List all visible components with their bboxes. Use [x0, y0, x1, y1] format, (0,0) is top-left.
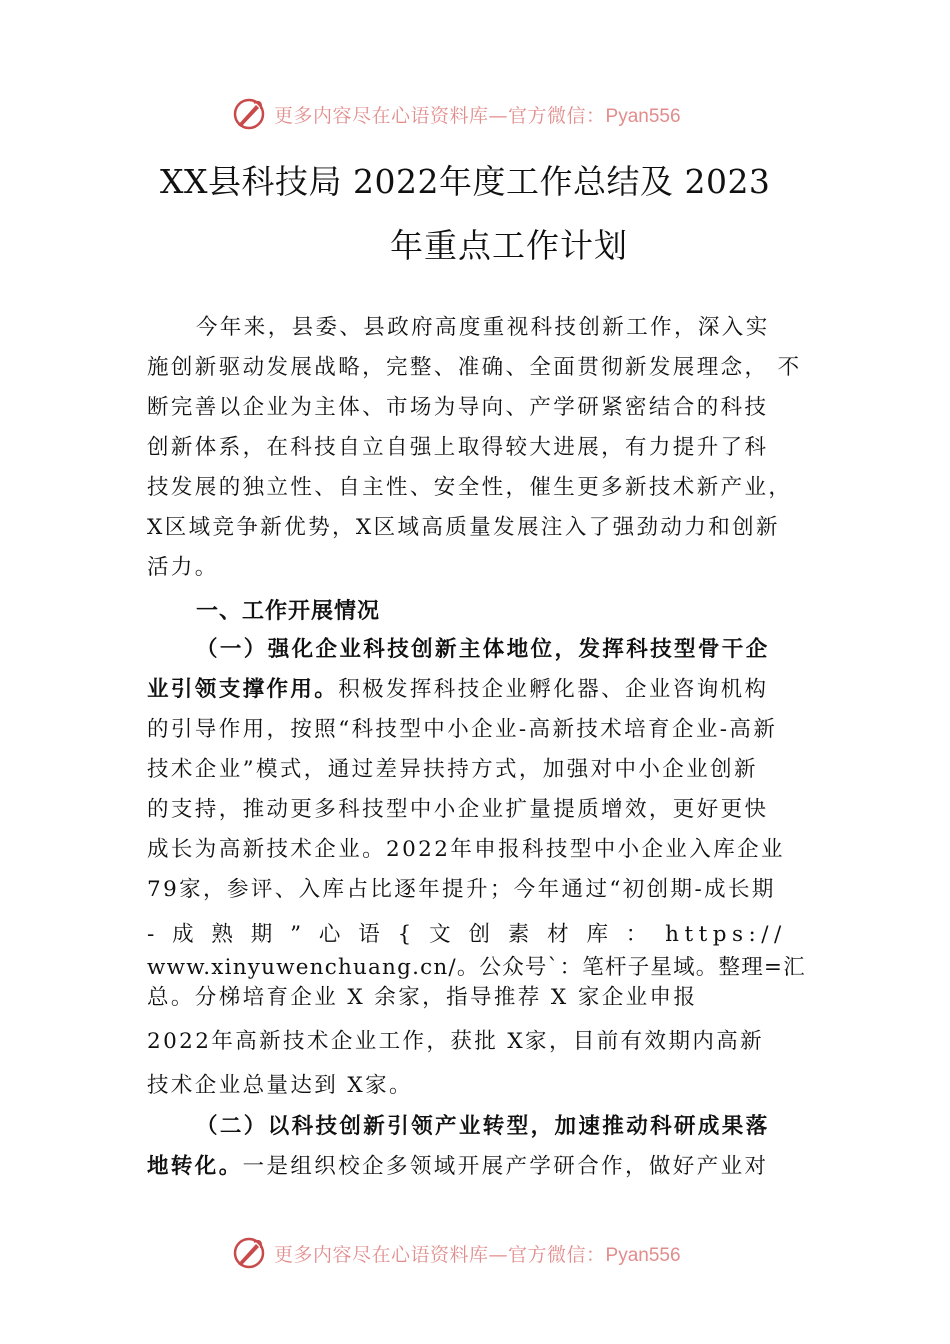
banner-text: 更多内容尽在心语资料库—官方微信：Pyan556: [274, 104, 681, 127]
paragraph-line: 技发展的独立性、自主性、安全性，催生更多新技术新产业，: [147, 475, 793, 500]
paragraph-line: X区域竞争新优势，X区域高质量发展注入了强劲动力和创新: [147, 515, 780, 540]
paragraph-line: 施创新驱动发展战略，完整、准确、全面贯彻新发展理念， 不: [147, 355, 802, 380]
subheading-line: （二）以科技创新引领产业转型，加速推动科研成果落: [196, 1114, 770, 1139]
paragraph-line: - 成 熟 期 ” 心 语 { 文 创 素 材 库 ： https://: [147, 922, 787, 947]
paragraph-line: 地转化。一是组织校企多领域开展产学研合作，做好产业对: [147, 1154, 769, 1179]
paragraph-line: 技术企业”模式，通过差异扶持方式，加强对中小企业创新: [147, 757, 758, 782]
document-title-line-1: XX县科技局 2022年度工作总结及 2023: [160, 162, 771, 201]
paragraph-line: 断完善以企业为主体、市场为导向、产学研紧密结合的科技: [147, 395, 769, 420]
paragraph-line: 成长为高新技术企业。2022年申报科技型中小企业入库企业: [147, 837, 785, 862]
paragraph-line: 创新体系，在科技自立自强上取得较大进展，有力提升了科: [147, 435, 769, 460]
paragraph-line: 总。分梯培育企业 X 余家，指导推荐 X 家企业申报: [147, 985, 698, 1010]
quill-pen-seal-icon: [232, 97, 266, 131]
paragraph-line: 今年来，县委、县政府高度重视科技创新工作，深入实: [196, 315, 770, 340]
paragraph-line: 79家，参评、入库占比逐年提升；今年通过“初创期-成长期: [147, 877, 776, 902]
header-banner: [232, 96, 752, 132]
subheading-line: （一）强化企业科技创新主体地位，发挥科技型骨干企: [196, 637, 770, 662]
paragraph-line: 活力。: [147, 555, 219, 580]
document-title-line-2: 年重点工作计划: [390, 226, 628, 265]
quill-pen-seal-icon: [232, 1236, 266, 1270]
paragraph-line: 2022年高新技术企业工作，获批 X家，目前有效期内高新: [147, 1029, 765, 1054]
paragraph-line: 的引导作用，按照“科技型中小企业-高新技术培育企业-高新: [147, 717, 778, 742]
paragraph-line: 业引领支撑作用。积极发挥科技企业孵化器、企业咨询机构: [147, 677, 769, 702]
banner-text: 更多内容尽在心语资料库—官方微信：Pyan556: [274, 1243, 681, 1266]
paragraph-line: www.xinyuwenchuang.cn/。公众号`：笔杆子星域。整理=汇: [147, 955, 806, 980]
paragraph-line: 的支持，推动更多科技型中小企业扩量提质增效，更好更快: [147, 797, 769, 822]
section-heading: 一、工作开展情况: [196, 599, 381, 624]
footer-banner: [232, 1235, 752, 1271]
paragraph-line: 技术企业总量达到 X家。: [147, 1073, 413, 1098]
